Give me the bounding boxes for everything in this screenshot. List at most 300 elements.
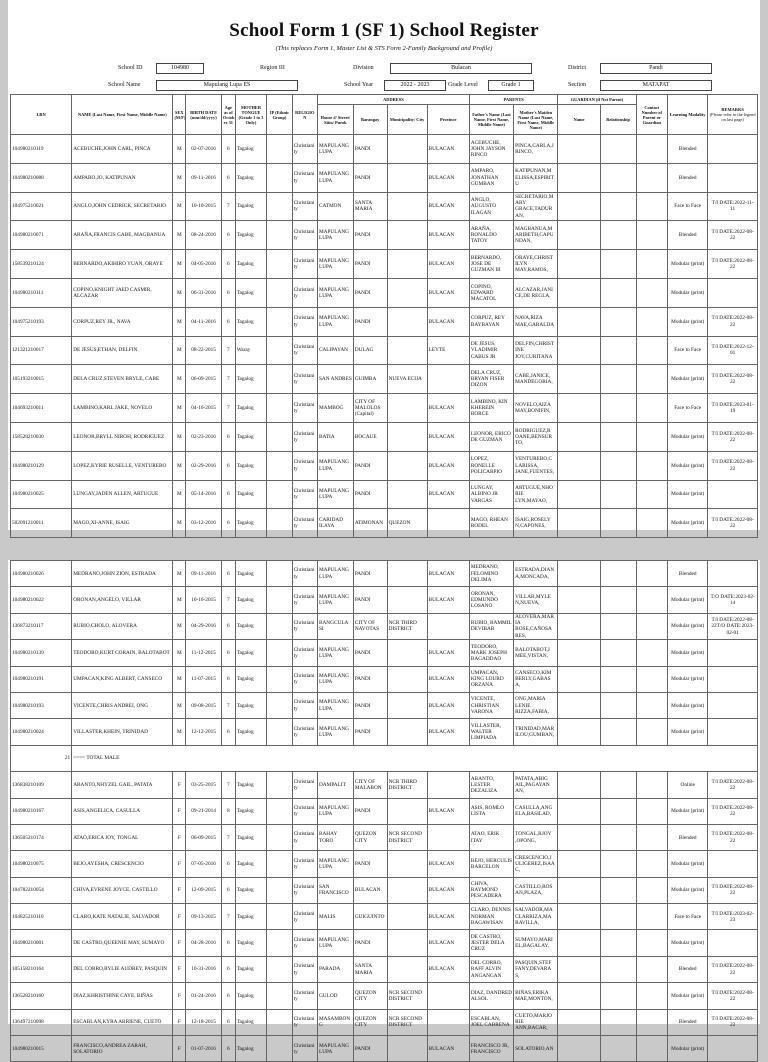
cell-religion: Christianity [292,666,317,692]
cell-province [427,983,469,1009]
cell-contact [636,904,668,930]
cell-ip [267,336,292,365]
cell-relationship [600,394,636,423]
cell-province [427,824,469,850]
cell-house: CALIPAYAN [317,336,353,365]
header-religion: RELIGIO N [292,95,317,135]
cell-province: BULACAN [427,278,469,307]
cell-name: FRANCISCO,ANDREA ZARAH, SOLATORIO [72,1036,173,1062]
cell-religion: Christianity [292,307,317,336]
cell-birth-date: 03-12-2016 [186,509,222,538]
section-label: Section [568,82,586,88]
cell-guardian-name [558,719,600,745]
table-row [11,666,758,692]
cell-remarks [708,1036,758,1062]
cell-father: CLARO, DENNIS NORMAN BAGAWISAN [469,904,513,930]
cell-municipality [387,336,427,365]
cell-municipality [387,719,427,745]
cell-municipality [387,587,427,613]
header-address: ADDRESS [317,95,469,105]
table-row [11,135,758,164]
cell-father: BEJO, HERCULIS BARCELON [469,851,513,877]
cell-remarks: T/I DATE:2022-08-22 [708,1009,758,1035]
cell-mother: NOVELO,AIZA MAY,BONIFIN, [514,394,558,423]
cell-name: UMPACAN,KING ALBERT, CANSECO [72,666,173,692]
cell-name: VILLASTER,KHEIN, TRINIDAD [72,719,173,745]
cell-mother-tongue: Tagalog [235,692,267,718]
cell-guardian-name [558,1009,600,1035]
cell-barangay: PANDI [353,561,387,587]
cell-modality: Modular (print) [668,509,708,538]
cell-age: 6 [221,1009,235,1035]
cell-house: MAPULANG LUPA [317,561,353,587]
cell-name: ATAO,ERICA JOY, TONGAL [72,824,173,850]
cell-age: 7 [221,336,235,365]
cell-father: MAGO, RHEAN RODEL [469,509,513,538]
cell-remarks [708,719,758,745]
header-municipality: Municipality/ City [387,105,427,135]
cell-mother: CANSECO,KIM BERLY,GABAS A, [514,666,558,692]
cell-lrn: 104975210193 [11,307,72,336]
cell-name: CLARO,KATE NATALIE, SALVADOR [72,904,173,930]
cell-lrn: 502091210011 [11,509,72,538]
cell-mother-tongue: Tagalog [235,587,267,613]
cell-age: 6 [221,422,235,451]
cell-age: 6 [221,278,235,307]
cell-birth-date: 02-29-2016 [186,451,222,480]
division-label: Division [353,65,374,71]
cell-ip [267,798,292,824]
cell-contact [636,278,668,307]
cell-remarks [708,163,758,192]
cell-municipality [387,451,427,480]
cell-relationship [600,798,636,824]
cell-ip [267,772,292,798]
cell-municipality [387,250,427,279]
cell-contact [636,480,668,509]
cell-ip [267,278,292,307]
cell-province: BULACAN [427,307,469,336]
cell-relationship [600,1009,636,1035]
cell-barangay: PANDI [353,930,387,956]
register-table-page-2 [10,560,758,1062]
cell-age: 6 [221,509,235,538]
cell-relationship [600,336,636,365]
cell-province: LEYTE [427,336,469,365]
cell-guardian-name [558,613,600,639]
cell-lrn: 121321210017 [11,336,72,365]
header-mother-tongue: MOTHER TONGUE (Grade 1 to 3 Only) [235,95,267,135]
cell-ip [267,877,292,903]
cell-modality: Modular (print) [668,307,708,336]
cell-municipality [387,956,427,982]
cell-relationship [600,692,636,718]
cell-father: LOPEZ, RONELLE POLICARPIO [469,451,513,480]
cell-sex: M [173,719,186,745]
cell-mother-tongue: Tagalog [235,851,267,877]
cell-name: CHIVA,EVRENE JOYCE, CASTILLO [72,877,173,903]
cell-barangay: QUEZON CITY [353,983,387,1009]
cell-municipality [387,666,427,692]
cell-guardian-name [558,983,600,1009]
table-row [11,561,758,587]
cell-sex: M [173,192,186,221]
cell-lrn: 104825210110 [11,904,72,930]
cell-contact [636,221,668,250]
cell-barangay: PANDI [353,480,387,509]
cell-modality: Modular (print) [668,480,708,509]
cell-house: MAPULANG LUPA [317,278,353,307]
cell-mother-tongue: Tagalog [235,877,267,903]
cell-relationship [600,307,636,336]
cell-name: LAMBINO,KARL JAKE, NOVELO [72,394,173,423]
cell-lrn: 158528210030 [11,422,72,451]
cell-contact [636,422,668,451]
cell-guardian-name [558,480,600,509]
cell-religion: Christianity [292,561,317,587]
cell-guardian-name [558,772,600,798]
cell-religion: Christianity [292,904,317,930]
cell-name: ABANTO,NHYZEL GAIL, PATATA [72,772,173,798]
cell-religion: Christianity [292,221,317,250]
cell-mother: PASQUIN,STEF FANY,DEVARA S, [514,956,558,982]
cell-mother-tongue: Tagalog [235,394,267,423]
cell-barangay: PANDI [353,250,387,279]
cell-religion: Christianity [292,480,317,509]
cell-ip [267,394,292,423]
cell-municipality [387,163,427,192]
cell-ip [267,221,292,250]
cell-barangay: GUIMBA [353,365,387,394]
cell-birth-date: 02-23-2016 [186,422,222,451]
cell-name: ORONAN,ANGELO, VILLAR [72,587,173,613]
cell-barangay: PANDI [353,135,387,164]
cell-sex: M [173,451,186,480]
cell-mother: DELFIN,CHRIST INE JOY,CURITANA [514,336,558,365]
cell-guardian-name [558,956,600,982]
cell-birth-date: 06-09-2015 [186,824,222,850]
cell-mother: CASULLA,ANG ELA,BASILAD, [514,798,558,824]
cell-mother: TRINIDAD,MAR ILOU,GUMBAN, [514,719,558,745]
cell-relationship [600,640,636,666]
division-value: Bulacan [390,63,532,74]
cell-mother-tongue: Tagalog [235,561,267,587]
cell-modality: Face to Face [668,904,708,930]
table-row [11,451,758,480]
cell-birth-date: 10-16-2015 [186,587,222,613]
cell-remarks: T/I DATE:2022-11-11 [708,192,758,221]
cell-name: ANGLO,JOHN CEDRICK, SECRETARIO [72,192,173,221]
cell-province: BULACAN [427,666,469,692]
cell-remarks [708,851,758,877]
cell-age: 7 [221,394,235,423]
cell-remarks: T/I DATE:2022-08-22 [708,307,758,336]
cell-guardian-name [558,509,600,538]
cell-ip [267,422,292,451]
cell-contact [636,851,668,877]
cell-sex: M [173,666,186,692]
school-year-value: 2022 - 2023 [384,80,446,91]
cell-mother-tongue: Tagalog [235,904,267,930]
cell-modality: Modular (print) [668,278,708,307]
cell-mother-tongue: Waray [235,336,267,365]
cell-lrn: 104980210026 [11,561,72,587]
cell-lrn: 104980210075 [11,851,72,877]
cell-relationship [600,135,636,164]
table-row [11,824,758,850]
cell-mother-tongue: Tagalog [235,666,267,692]
cell-birth-date: 02-07-2016 [186,135,222,164]
cell-province: BULACAN [427,135,469,164]
cell-municipality [387,422,427,451]
header-guardian-name: Name [558,105,600,135]
cell-barangay: GUIGUINTO [353,904,387,930]
cell-modality: Face to Face [668,336,708,365]
cell-contact [636,135,668,164]
cell-guardian-name [558,278,600,307]
cell-relationship [600,480,636,509]
cell-lrn: 104693210011 [11,394,72,423]
cell-birth-date: 09-11-2016 [186,561,222,587]
table-row [11,278,758,307]
cell-province [427,365,469,394]
cell-mother-tongue: Tagalog [235,365,267,394]
cell-barangay: CITY OF MALOLOS (Capital) [353,394,387,423]
cell-birth-date: 06-31-2016 [186,278,222,307]
cell-municipality [387,135,427,164]
cell-remarks [708,640,758,666]
cell-remarks: T/I DATE:2023-02-23 [708,904,758,930]
cell-relationship [600,192,636,221]
cell-guardian-name [558,394,600,423]
cell-sex: F [173,930,186,956]
cell-father: DEL CORRO, RAFF ALVIN ANGANGAN [469,956,513,982]
cell-modality: Modular (print) [668,798,708,824]
cell-birth-date: 08-22-2015 [186,336,222,365]
cell-house: MAPULANG LUPA [317,666,353,692]
cell-relationship [600,719,636,745]
cell-ip [267,983,292,1009]
cell-sex: M [173,509,186,538]
cell-remarks [708,561,758,587]
cell-age: 6 [221,135,235,164]
cell-house: MAPULANG LUPA [317,1036,353,1062]
cell-birth-date: 04-28-2016 [186,930,222,956]
cell-modality: Modular (print) [668,666,708,692]
cell-guardian-name [558,587,600,613]
cell-municipality [387,851,427,877]
cell-birth-date: 12-09-2015 [186,877,222,903]
cell-mother-tongue: Tagalog [235,1036,267,1062]
school-info [8,62,760,92]
cell-relationship [600,956,636,982]
cell-house: SAN FRANCISCO [317,877,353,903]
cell-ip [267,1036,292,1062]
cell-guardian-name [558,135,600,164]
table-row [11,692,758,718]
cell-father: TEODORO, MARK JOSEPH BAGADDAO [469,640,513,666]
cell-province: BULACAN [427,930,469,956]
cell-contact [636,613,668,639]
cell-mother: NAVA,RIZA MAE,GARALDA [514,307,558,336]
cell-ip [267,480,292,509]
table-row [11,983,758,1009]
table-row [11,956,758,982]
cell-mother: CRESCENCIO,J ULIGEREZ,ISAA C, [514,851,558,877]
cell-municipality [387,877,427,903]
cell-sex: F [173,877,186,903]
cell-mother: SOLATORIO,AN [514,1036,558,1062]
cell-father: DIAZ, DANDRED ALSOL [469,983,513,1009]
cell-guardian-name [558,798,600,824]
table-row [11,877,758,903]
cell-mother: ALCAZAR,JANI CE,DE REGLA, [514,278,558,307]
cell-modality: Blended [668,221,708,250]
cell-age: 6 [221,250,235,279]
cell-sex: M [173,221,186,250]
cell-mother: SALVADOR,MA CLARRIZA,MA RAVILLA, [514,904,558,930]
cell-sex: F [173,904,186,930]
cell-father: LEONOR, ERICO DE GUZMAN [469,422,513,451]
cell-father: ARAÑA, RONALDO TATOY [469,221,513,250]
cell-lrn: 104980210167 [11,798,72,824]
table-row [11,772,758,798]
cell-age: 6 [221,877,235,903]
cell-contact [636,307,668,336]
cell-province: BULACAN [427,956,469,982]
cell-modality: Modular (print) [668,877,708,903]
cell-barangay: PANDI [353,307,387,336]
cell-lrn: 104782210054 [11,877,72,903]
district-value: Pandi [600,63,712,74]
cell-guardian-name [558,221,600,250]
cell-guardian-name [558,422,600,451]
cell-lrn: 104980210193 [11,692,72,718]
cell-remarks: T/I DATE:2022-08-22 [708,422,758,451]
cell-ip [267,956,292,982]
form-subtitle: (This replaces Form 1, Master List & STS Form 2-Family Background and Profile) [275,45,493,52]
cell-ip [267,561,292,587]
cell-house: MALIS [317,904,353,930]
register-table-page-1 [10,94,758,538]
school-name-value: Mapulang Lupa ES [156,80,298,91]
form-title: School Form 1 (SF 1) School Register [229,20,539,41]
cell-religion: Christianity [292,877,317,903]
cell-relationship [600,278,636,307]
cell-birth-date: 03-25-2015 [186,772,222,798]
cell-municipality [387,798,427,824]
cell-municipality [387,480,427,509]
cell-ip [267,451,292,480]
cell-mother: RODRIGUEZ,R OANE,BENSUR TO, [514,422,558,451]
cell-house: MAMBOG [317,394,353,423]
cell-remarks [708,135,758,164]
cell-sex: F [173,983,186,1009]
cell-modality: Blended [668,956,708,982]
cell-barangay: PANDI [353,587,387,613]
cell-religion: Christianity [292,135,317,164]
cell-house: MAPULANG LUPA [317,135,353,164]
cell-modality: Modular (print) [668,422,708,451]
cell-father: AMPARO, JONATHAN GUMBAN [469,163,513,192]
cell-mother: CUETO,MARJO RIE ANN,BACAR, [514,1009,558,1035]
cell-religion: Christianity [292,956,317,982]
cell-remarks [708,278,758,307]
school-id-value: 104980 [156,63,204,74]
table-row [11,587,758,613]
cell-mother-tongue: Tagalog [235,772,267,798]
cell-lrn: 104975210021 [11,192,72,221]
cell-barangay: PANDI [353,851,387,877]
cell-name: DELA CRUZ,STEVEN BRYLE, CABE [72,365,173,394]
cell-father: ASIS, ROMLO LISTA [469,798,513,824]
cell-birth-date: 07-05-2016 [186,851,222,877]
cell-religion: Christianity [292,851,317,877]
cell-relationship [600,613,636,639]
cell-barangay: PANDI [353,798,387,824]
register-page-2 [8,560,760,1055]
cell-religion: Christianity [292,192,317,221]
cell-remarks: T/I DATE:2022-12-01 [708,336,758,365]
cell-ip [267,307,292,336]
cell-province: BULACAN [427,192,469,221]
cell-contact [636,666,668,692]
table-row [11,221,758,250]
cell-name: COPINO,KNIGHT JAED CASMIR, ALCAZAR [72,278,173,307]
cell-religion: Christianity [292,798,317,824]
cell-mother: TONGAL,RJOY ,OPONG, [514,824,558,850]
cell-sex: M [173,365,186,394]
table-row [11,422,758,451]
cell-birth-date: 09-21-2014 [186,798,222,824]
cell-name: ACEBUCHE,JOHN CARL, PINCA [72,135,173,164]
cell-mother-tongue: Tagalog [235,480,267,509]
cell-lrn: 104980210119 [11,135,72,164]
cell-religion: Christianity [292,250,317,279]
summary-row [11,745,758,771]
cell-house: CATMON [317,192,353,221]
cell-lrn: 158539210124 [11,250,72,279]
header-birth-date: BIRTH DATE (mm/dd/yyyy) [186,95,222,135]
region-value: Region III [260,65,285,71]
cell-municipality [387,192,427,221]
cell-relationship [600,772,636,798]
cell-father: ANGLO, AUGUSTO ILAGAN [469,192,513,221]
cell-guardian-name [558,692,600,718]
cell-religion: Christianity [292,422,317,451]
cell-remarks: T/O DATE:2023-02-14 [708,587,758,613]
cell-father: FRANCISCO JR, FRANCISCO [469,1036,513,1062]
cell-barangay: PANDI [353,163,387,192]
cell-modality: Modular (print) [668,719,708,745]
cell-sex: F [173,956,186,982]
cell-relationship [600,422,636,451]
cell-modality: Modular (print) [668,250,708,279]
cell-ip [267,192,292,221]
cell-lrn: 104980210025 [11,480,72,509]
register-rows-page-2 [11,561,758,1062]
cell-mother: ISAIG,ROSELY N,CAPONES, [514,509,558,538]
cell-name: BEJO,AYESHA, CRESCENCIO [72,851,173,877]
cell-mother: PINCA,CARLA,J RINCO, [514,135,558,164]
cell-ip [267,692,292,718]
cell-remarks: T/I DATE:2022-08-22T/O DATE:2023-02-01 [708,613,758,639]
cell-remarks: T/I DATE:2022-08-22 [708,798,758,824]
cell-ip [267,135,292,164]
cell-name: BERNARDO,AKIHIRO YUAN, ORAYE [72,250,173,279]
header-house: House #/ Street/ Sitio/ Purok [317,105,353,135]
cell-sex: M [173,561,186,587]
